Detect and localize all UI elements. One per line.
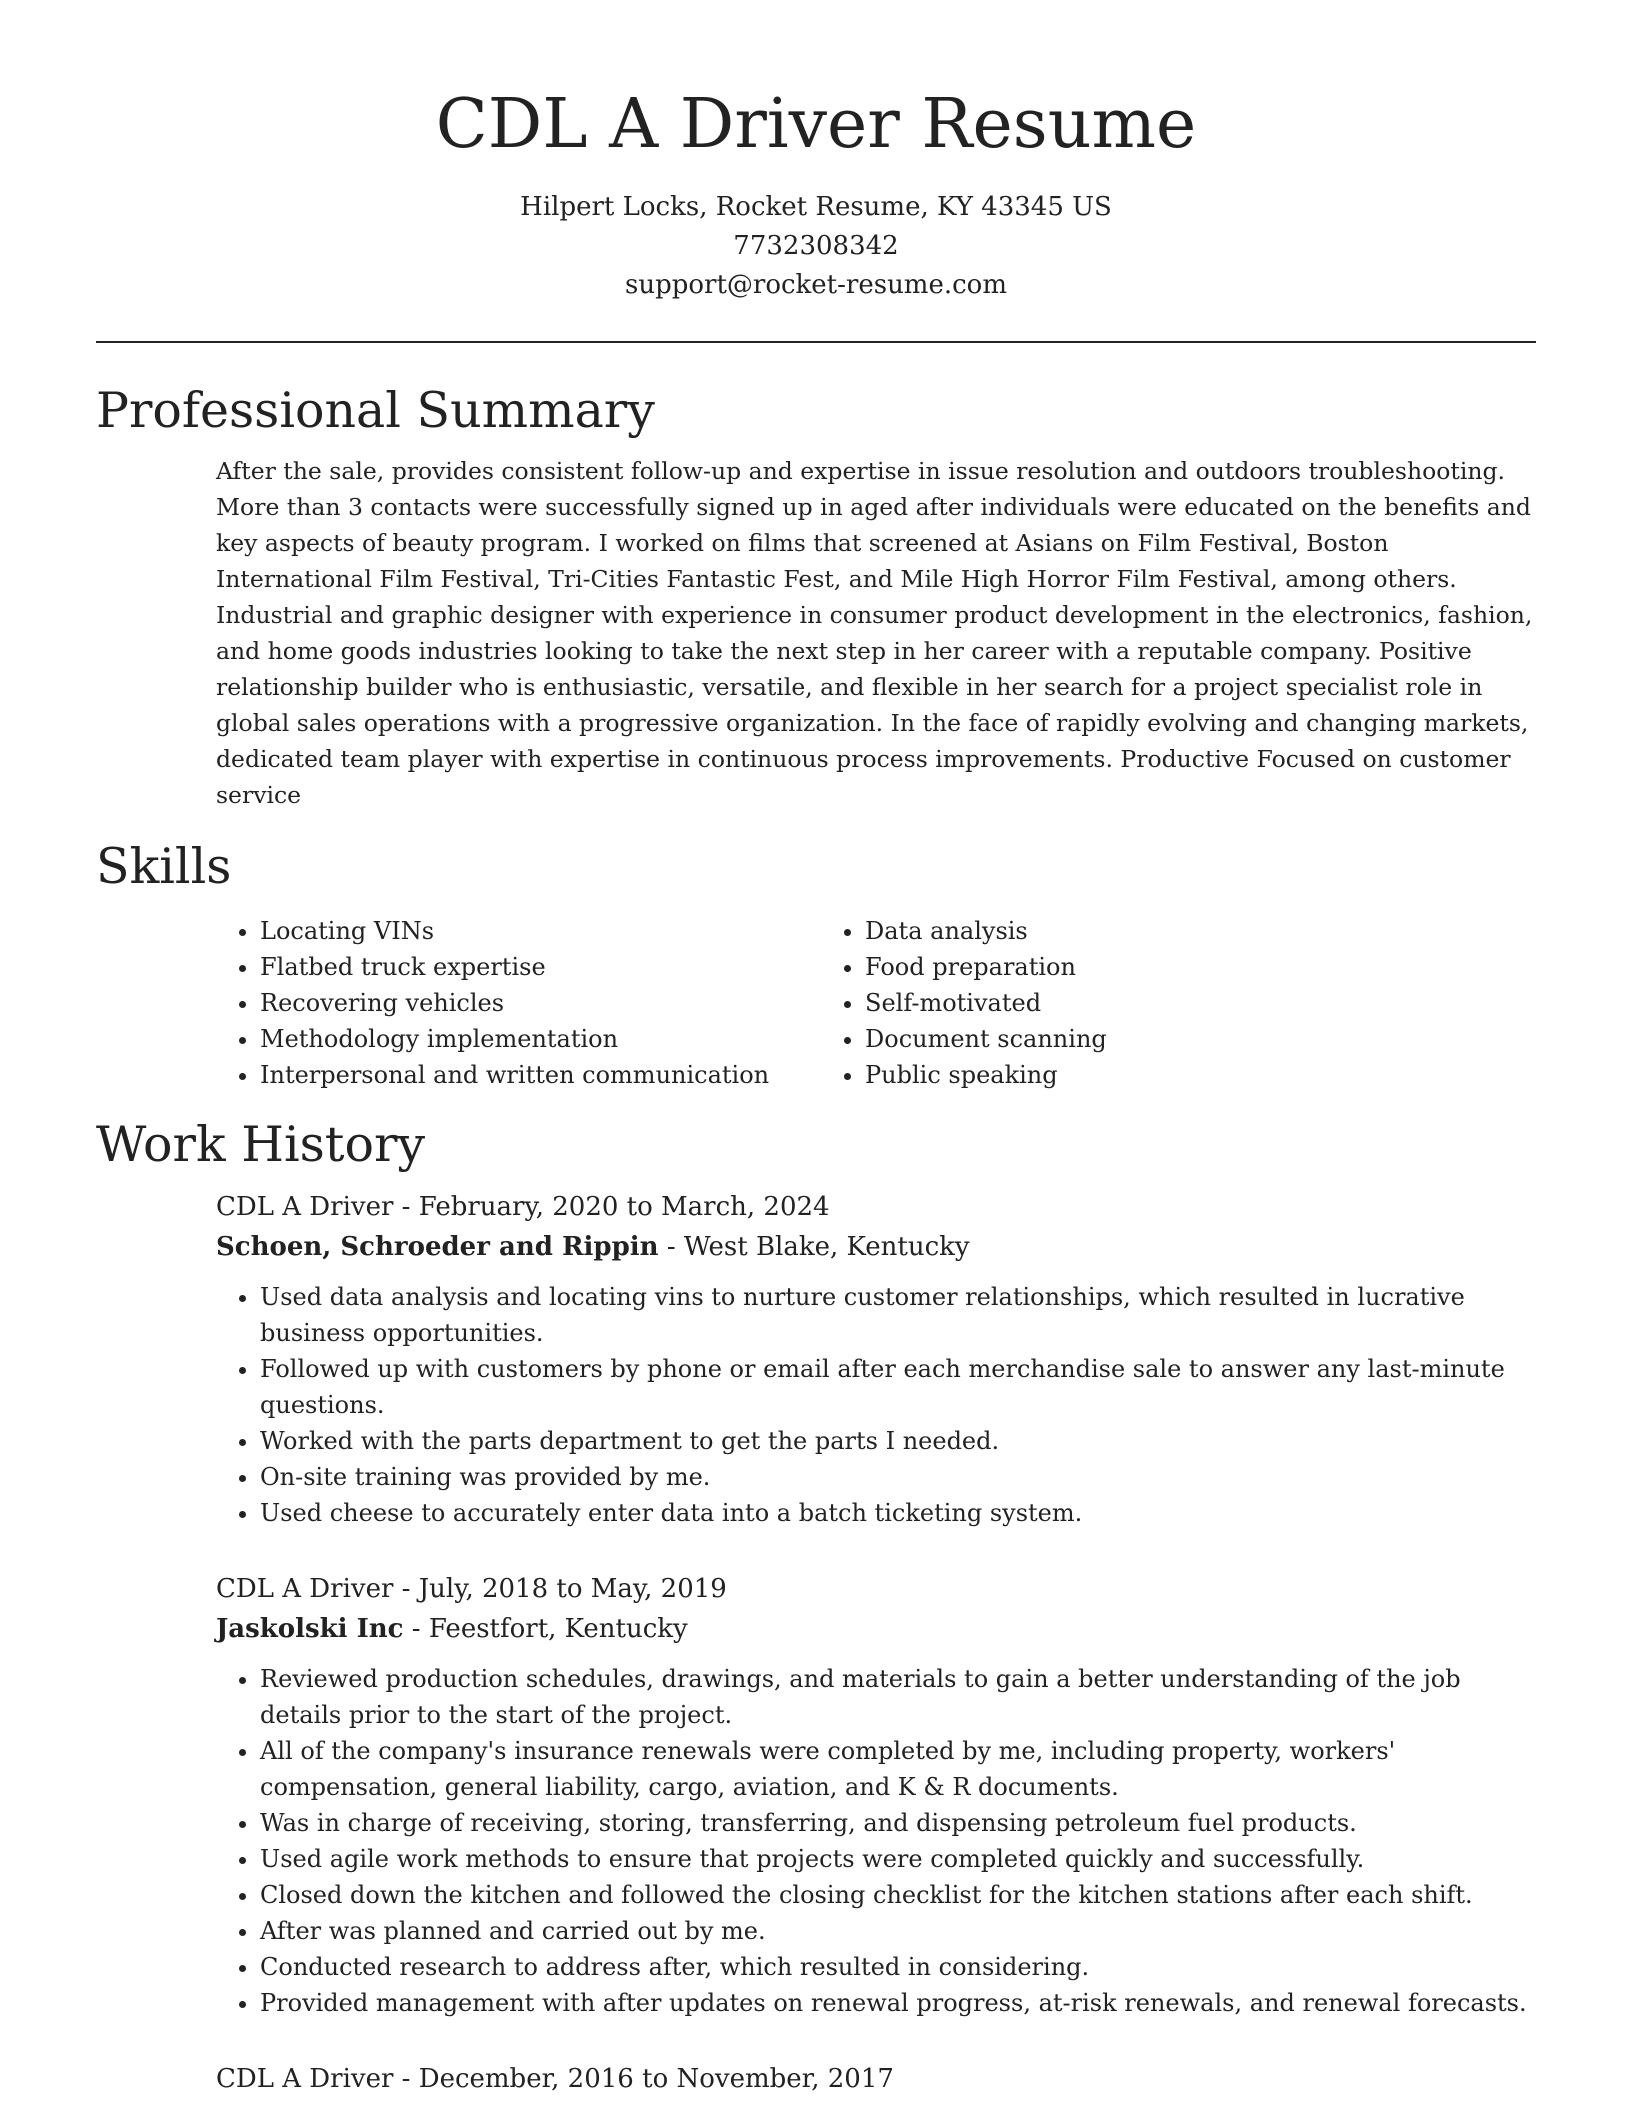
summary-heading: Professional Summary xyxy=(96,382,655,439)
skills-heading: Skills xyxy=(96,838,232,895)
duty-item: • Used data analysis and locating vins to nurture customer relationships, which resulted in lucrative business opportunities. xyxy=(260,1279,1536,1351)
job-company-line xyxy=(216,1227,1536,1267)
job-duties xyxy=(216,1661,1536,2021)
summary-text: After the sale, provides consistent follow-up and expertise in issue resolution and outdoors troubleshooting. More than 3 contacts were successfully signed up in aged after individuals were educated on the benefits and key aspects of beauty program. I worked on films that screened at Asians on Film Festival, Boston International Film Festival, Tri-Cities Fantastic Fest, and Mile High Horror Film Festival, among others. Industrial and graphic designer with experience in consumer product development in the electronics, fashion, and home goods industries looking to take the next step in her career with a reputable company. Positive relationship builder who is enthusiastic, versatile, and flexible in her search for a project specialist role in global sales operations with a progressive organization. In the face of rapidly evolving and changing markets, dedicated team player with expertise in continuous process improvements. Productive Focused on customer service xyxy=(216,457,1533,809)
skills-list-left xyxy=(216,913,821,1093)
job-title: CDL A Driver - February, 2020 to March, 2024 xyxy=(216,1192,830,1222)
job-entry xyxy=(216,1187,1536,1531)
duty-item: • Worked with the parts department to get the parts I needed. xyxy=(260,1423,1536,1459)
skill-item: • Recovering vehicles xyxy=(260,985,821,1021)
duty-item: • Used agile work methods to ensure that projects were completed quickly and successfully. xyxy=(260,1841,1536,1877)
skill-item: • Document scanning xyxy=(865,1021,1107,1057)
duty-item: • Followed up with customers by phone or email after each merchandise sale to answer any last-minute questions. xyxy=(260,1351,1536,1423)
duty-item: • Closed down the kitchen and followed the closing checklist for the kitchen stations after each shift. xyxy=(260,1877,1536,1913)
duty-item: • Was in charge of receiving, storing, transferring, and dispensing petroleum fuel products. xyxy=(260,1805,1536,1841)
skill-item: • Interpersonal and written communication xyxy=(260,1057,821,1093)
company-name: Jaskolski Inc xyxy=(216,1614,404,1644)
contact-address: Hilpert Locks, Rocket Resume, KY 43345 US xyxy=(520,192,1112,222)
job-company-line xyxy=(216,1609,1536,1649)
duty-item: • After was planned and carried out by me. xyxy=(260,1913,1536,1949)
contact-info xyxy=(96,188,1536,305)
skill-item: • Public speaking xyxy=(865,1057,1107,1093)
contact-phone: 7732308342 xyxy=(733,231,899,261)
resume-title: CDL A Driver Resume xyxy=(435,85,1197,164)
duty-item: • Conducted research to address after, which resulted in considering. xyxy=(260,1949,1536,1985)
skills-list-right xyxy=(821,913,1107,1093)
company-name: Schoen, Schroeder and Rippin xyxy=(216,1232,659,1262)
skill-item: • Locating VINs xyxy=(260,913,821,949)
skill-item: • Data analysis xyxy=(865,913,1107,949)
job-entry xyxy=(216,2059,1536,2099)
skill-item: • Methodology implementation xyxy=(260,1021,821,1057)
duty-item: • Reviewed production schedules, drawings, and materials to gain a better understanding of the job details prior to the start of the project. xyxy=(260,1661,1536,1733)
job-title: CDL A Driver - July, 2018 to May, 2019 xyxy=(216,1574,727,1604)
skills-columns xyxy=(216,913,1536,1093)
skills-section xyxy=(96,835,1536,1093)
duty-item: • On-site training was provided by me. xyxy=(260,1459,1536,1495)
work-history-heading: Work History xyxy=(96,1116,426,1173)
work-history-section xyxy=(96,1113,1536,2099)
job-entry xyxy=(216,1569,1536,2021)
job-location: - West Blake, Kentucky xyxy=(658,1232,970,1262)
resume-header xyxy=(96,0,1536,305)
skill-item: • Self-motivated xyxy=(865,985,1107,1021)
job-title: CDL A Driver - December, 2016 to November, 2017 xyxy=(216,2064,894,2094)
summary-section xyxy=(96,379,1536,813)
contact-email: support@rocket-resume.com xyxy=(624,270,1007,300)
duty-item: • All of the company's insurance renewals were completed by me, including property, workers' compensation, general liability, cargo, aviation, and K & R documents. xyxy=(260,1733,1536,1805)
header-divider xyxy=(96,341,1536,343)
skill-item: • Food preparation xyxy=(865,949,1107,985)
skill-item: • Flatbed truck expertise xyxy=(260,949,821,985)
duty-item: • Used cheese to accurately enter data into a batch ticketing system. xyxy=(260,1495,1536,1531)
job-location: - Feestfort, Kentucky xyxy=(403,1614,688,1644)
job-duties xyxy=(216,1279,1536,1531)
duty-item: • Provided management with after updates on renewal progress, at-risk renewals, and renewal forecasts. xyxy=(260,1985,1536,2021)
